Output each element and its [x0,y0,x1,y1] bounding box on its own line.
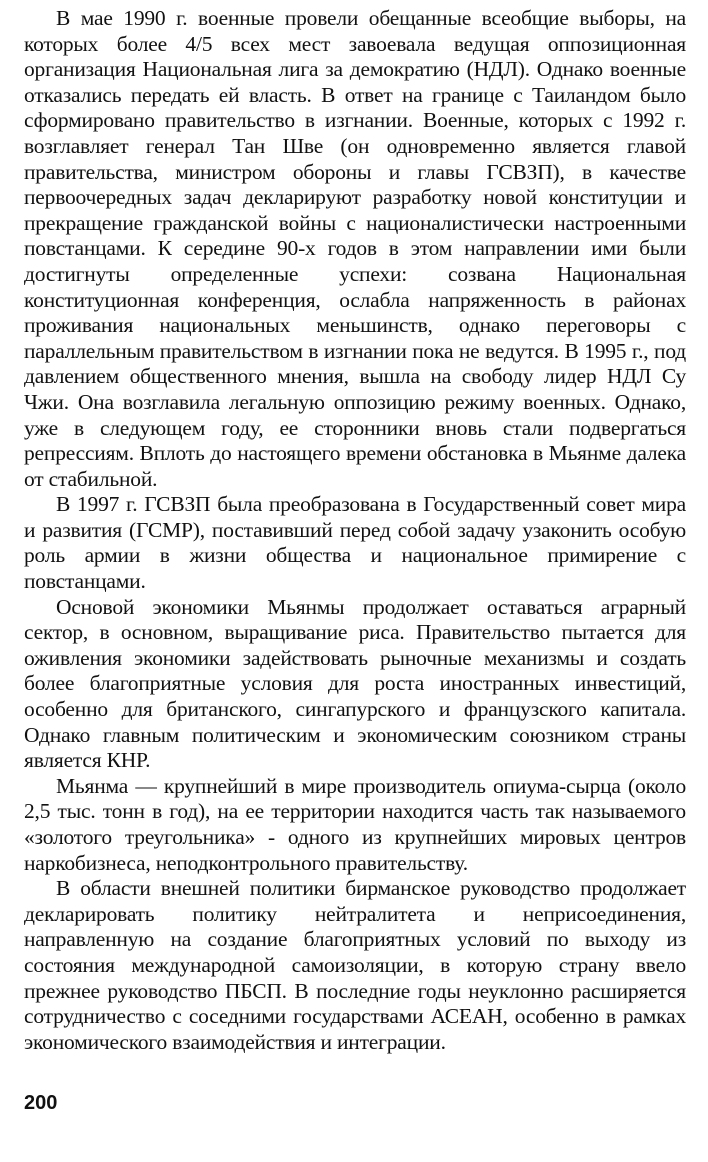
page-body [24,6,686,1055]
paragraph-economy: Основой экономики Мьянмы продолжает оставаться аграрный сектор, в основном, выращивание риса. Правительство пытается для оживления экономики задействовать рыночные механизмы и создать более благоприятные условия для роста иностранных инвестиций, особенно для британского, сингапурского и французского капитала. Однако главным политическим и экономическим союзником страны является КНР. [24,594,686,773]
paragraph-foreign-policy: В области внешней политики бирманское руководство продолжает декларировать политику нейтралитета и неприсоединения, направленную на создание благоприятных условий по выходу из состояния международной самоизоляции, в которую страну ввело прежнее руководство ПБСП. В последние годы неуклонно расширяется сотрудничество с соседними государствами АСЕАН, особенно в рамках экономического взаимодействия и интеграции. [24,876,686,1054]
page-number: 200 [24,1092,58,1114]
paragraph-gsmr-1997: В 1997 г. ГСВЗП была преобразована в Государственный совет мира и развития (ГСМР), поставивший перед собой задачу узаконить особую роль армии в жизни общества и национальное примирение с повстанцами. [24,492,686,594]
paragraph-opium: Мьянма — крупнейший в мире производитель опиума-сырца (около 2,5 тыс. тонн в год), на ее территории находится часть так называемого «золотого треугольника» - одного из крупнейших мировых центров наркобизнеса, неподконтрольного правительству. [24,773,686,875]
paragraph-elections-1990: В мае 1990 г. военные провели обещанные всеобщие выборы, на которых более 4/5 всех мест завоевала ведущая оппозиционная организация Национальная лига за демократию (НДЛ). Однако военные отказались передать ей власть. В ответ на границе с Таиландом было сформировано правительство в изгнании. Военные, которых с 1992 г. возглавляет генерал Тан Шве (он одновременно является главой правительства, министром обороны и главы ГСВЗП), в качестве первоочередных задач декларируют разработку новой конституции и прекращение гражданской войны с националистически настроенными повстанцами. К середине 90-х годов в этом направлении ими были достигнуты определенные успехи: созвана Национальная конституционная конференция, ослабла напряженность в районах проживания национальных меньшинств, однако переговоры с параллельным правительством в изгнании пока не ведутся. В 1995 г., под давлением общественного мнения, вышла на свободу лидер НДЛ Су Чжи. Она возглавила легальную оппозицию режиму военных. Однако, уже в следующем году, ее сторонники вновь стали подвергаться репрессиям. Вплоть до настоящего времени обстановка в Мьянме далека от стабильной. [24,6,686,491]
